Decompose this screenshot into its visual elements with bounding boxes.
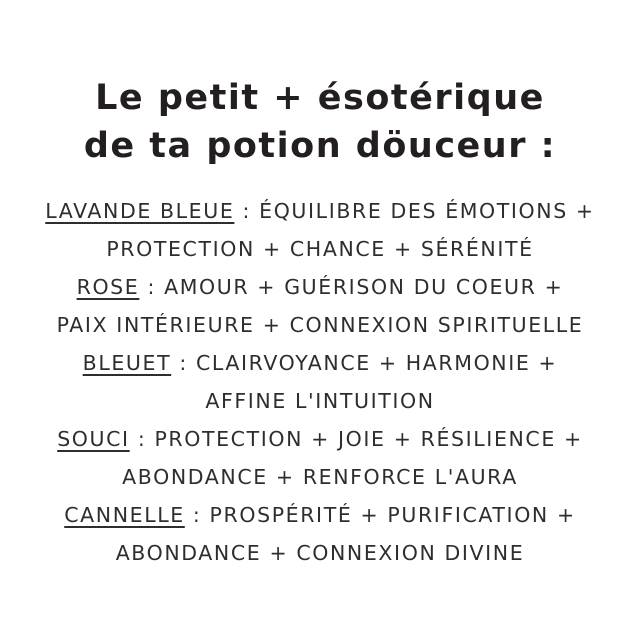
page-title [84,74,556,170]
entry-first-line [10,420,630,458]
ingredient-name: ROSE [76,275,140,299]
entry-continuation-line: AFFINE L'INTUITION [205,389,435,413]
title-line-1: Le petit + ésotérique [95,78,545,118]
entry-continuation-line: PAIX INTÉRIEURE + CONNEXION SPIRITUELLE [56,313,584,337]
entry-continuation-line: ABONDANCE + RENFORCE L'AURA [122,465,518,489]
list-item [10,344,630,420]
ingredient-name: BLEUET [82,351,172,375]
ingredient-separator: : [234,199,260,223]
entry-continuation-line: PROTECTION + CHANCE + SÉRÉNITÉ [106,237,534,261]
entry-text: ÉQUILIBRE DES ÉMOTIONS + [259,199,595,223]
ingredient-separator: : [171,351,196,375]
list-item [10,496,630,572]
entry-first-line [10,496,630,534]
ingredient-separator: : [184,503,210,527]
entry-continuation-line: ABONDANCE + CONNEXION DIVINE [115,541,525,565]
ingredient-name: SOUCI [57,427,130,451]
entry-text: PROSPÉRITÉ + PURIFICATION + [209,503,576,527]
ingredient-name: LAVANDE BLEUE [45,199,235,223]
list-item [10,268,630,344]
entry-first-line [10,192,630,230]
list-item [10,192,630,268]
ingredient-separator: : [129,427,155,451]
ingredient-separator: : [139,275,165,299]
entry-text: CLAIRVOYANCE + HARMONIE + [195,351,558,375]
entry-text: PROTECTION + JOIE + RÉSILIENCE + [154,427,583,451]
entry-first-line [10,268,630,306]
title-line-2: de ta potion döuceur : [83,126,557,166]
entry-first-line [10,344,630,382]
ingredient-list [10,192,630,572]
entry-text: AMOUR + GUÉRISON DU COEUR + [164,275,564,299]
ingredient-name: CANNELLE [64,503,185,527]
list-item [10,420,630,496]
